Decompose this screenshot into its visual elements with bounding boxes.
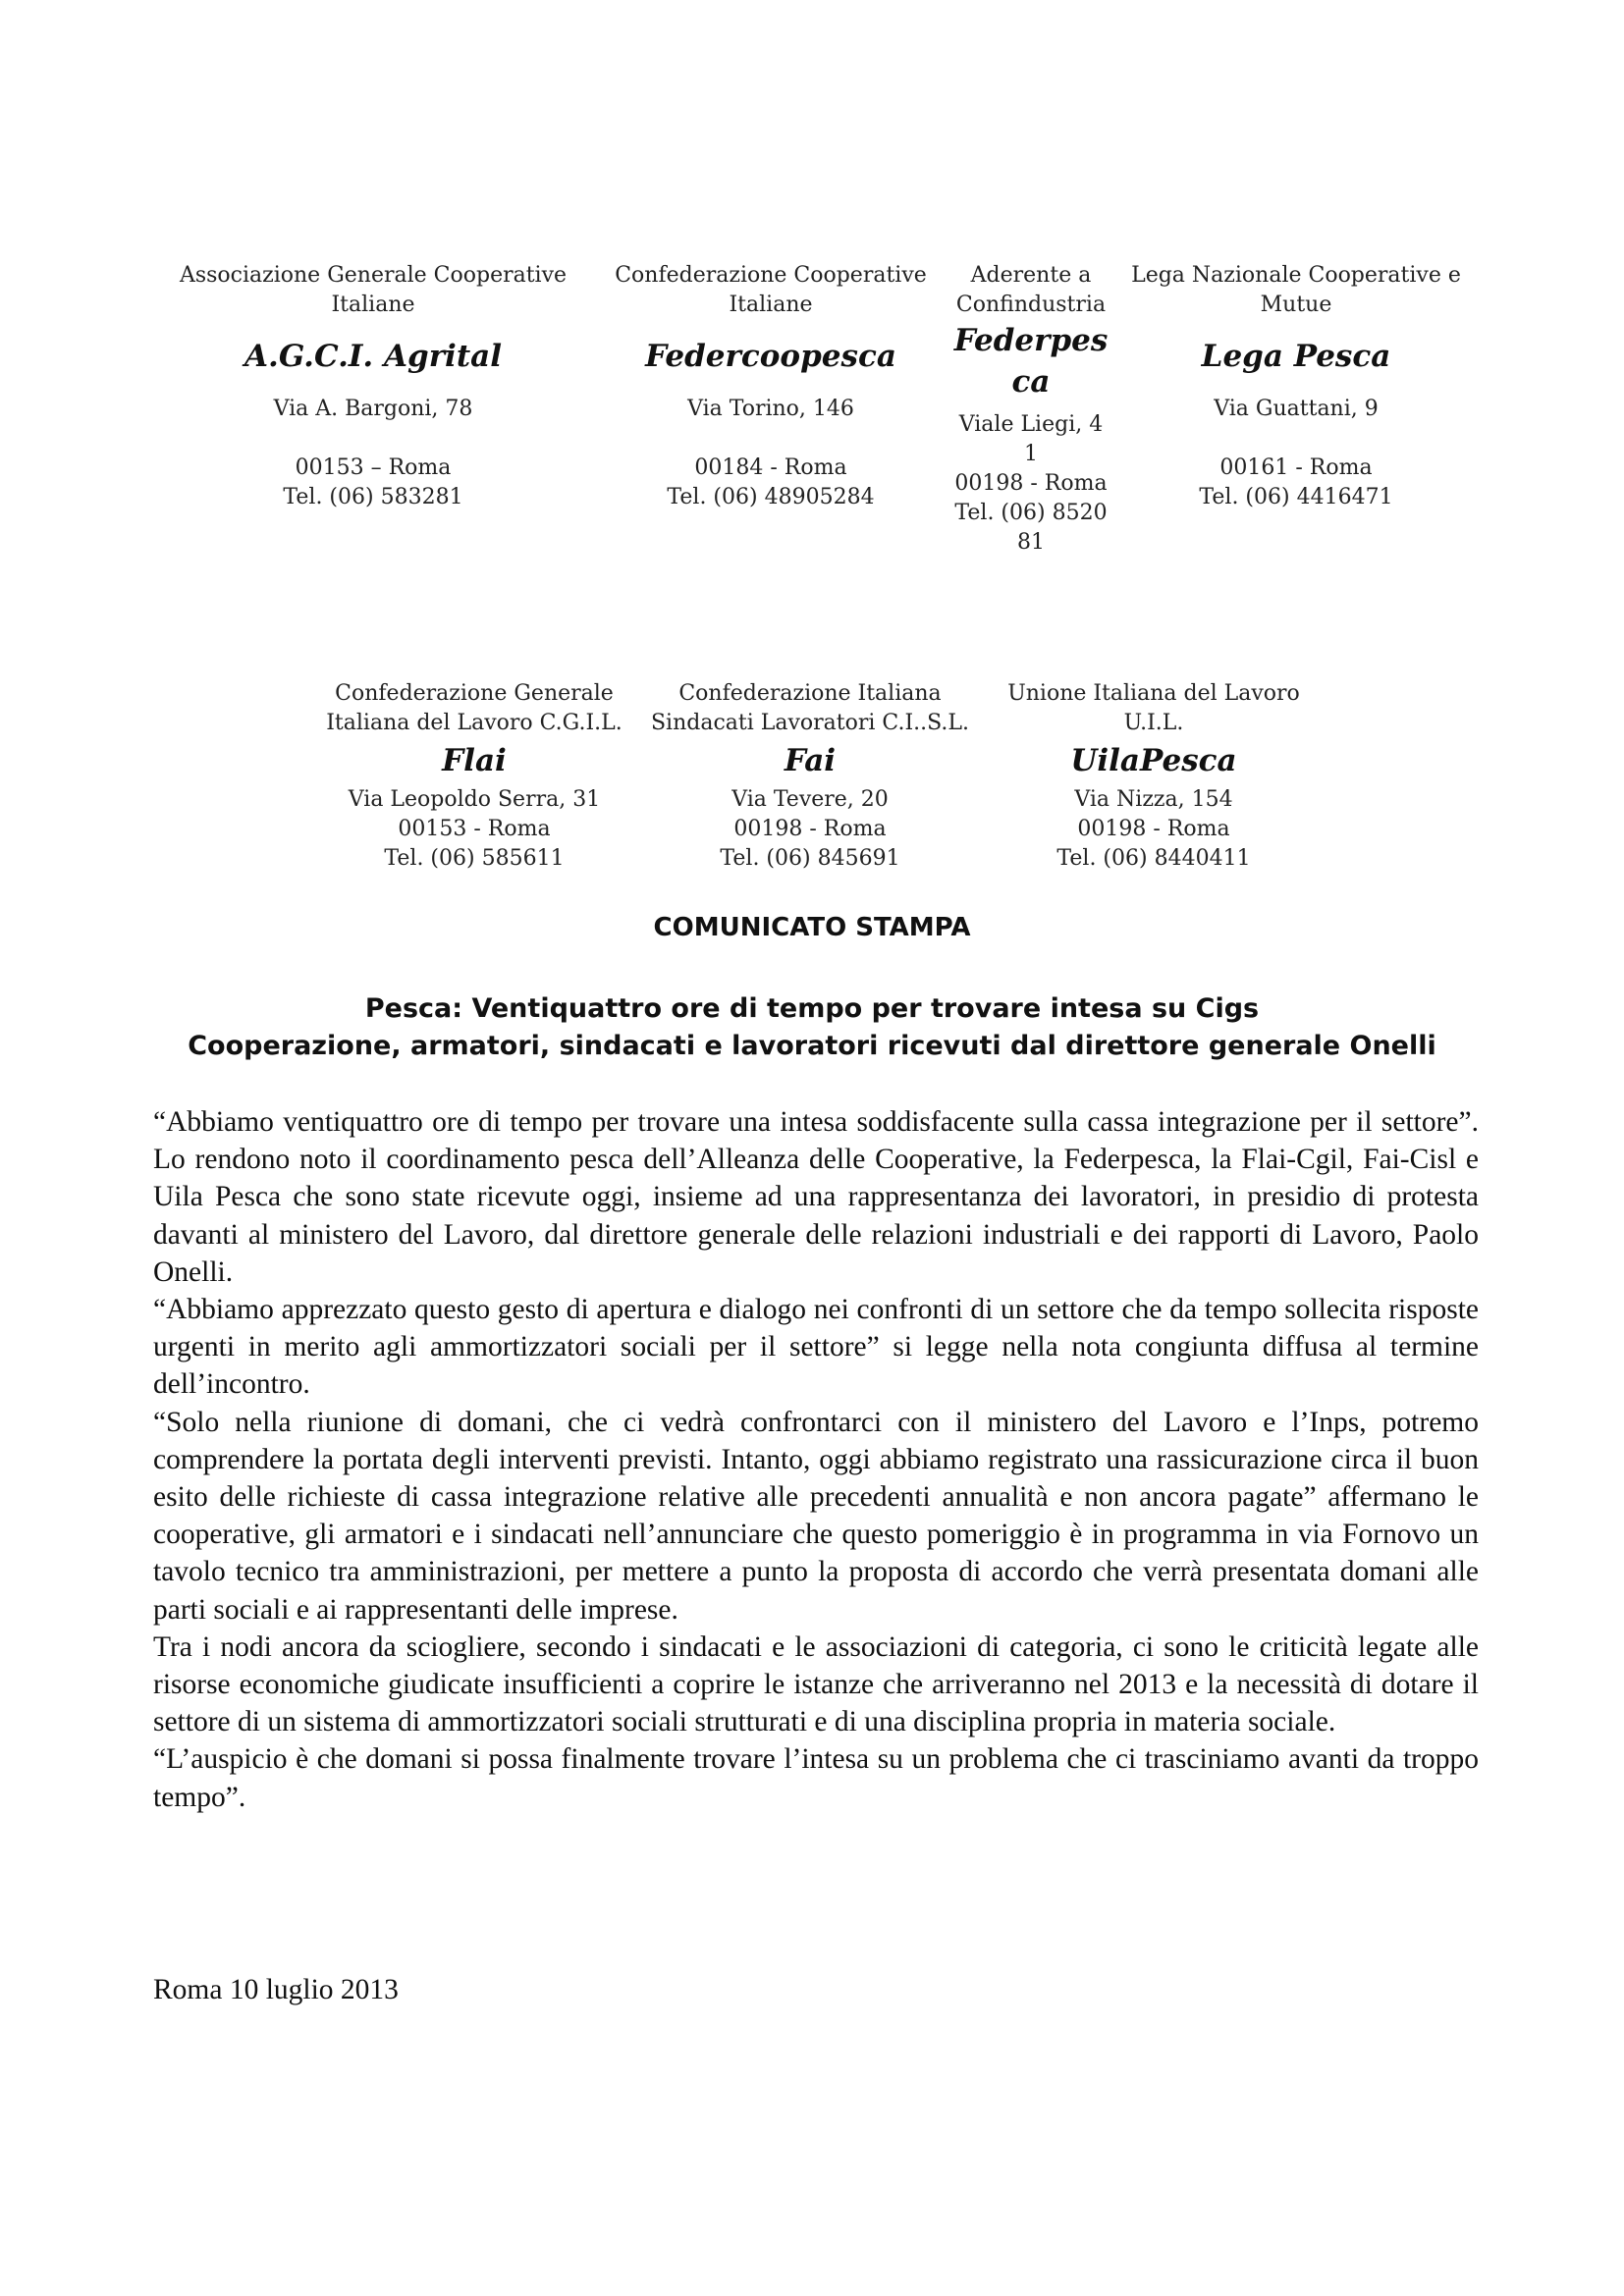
org-address: Via Leopoldo Serra, 31: [348, 787, 601, 812]
org-description: U.I.L.: [1123, 711, 1184, 735]
org-address: Via Guattani, 9: [1214, 397, 1379, 421]
org-description: Aderente a: [970, 263, 1092, 288]
org-name: A.G.C.I. Agrital: [244, 339, 503, 374]
org-description: Mutue: [1260, 293, 1332, 317]
org-description: Italiane: [331, 293, 415, 317]
org-description: Italiane: [729, 293, 813, 317]
org-city: 00198 - Roma: [1077, 817, 1230, 841]
press-release-body: [153, 1103, 1479, 1816]
org-name: Fai: [784, 743, 837, 778]
body-paragraph: Tra i nodi ancora da sciogliere, secondo i sindacati e le associazioni di categoria, ci sono le criticità legate alle risorse economiche giudicate insufficienti a coprire le istanze che arriveranno nel 2013 e la necessità di dotare il settore di un sistema di ammortizzatori sociali strutturati e di una disciplina propria in materia sociale.: [153, 1630, 1479, 1738]
org-phone: Tel. (06) 852081: [954, 501, 1108, 555]
org-federpesca: [952, 261, 1110, 558]
body-paragraph: “Abbiamo ventiquattro ore di tempo per trovare una intesa soddisfacente sulla cassa integrazione per il settore”. Lo rendono noto il coordinamento pesca dell’Alleanza delle Cooperative, la Federpesca, la Flai-Cgil, Fai-Cisl e Uila Pesca che sono state ricevute oggi, insieme ad una rappresentanza dei lavoratori, in presidio di protesta davanti al ministero del Lavoro, dal direttore generale delle relazioni industriali e dei rapporti di Lavoro, Paolo Onelli.: [153, 1106, 1479, 1288]
title-line-2: Cooperazione, armatori, sindacati e lavoratori ricevuti dal direttore generale Onelli: [188, 1031, 1436, 1061]
org-description: Confederazione Italiana: [678, 681, 942, 706]
org-city: 00198 - Roma: [954, 471, 1108, 496]
org-description: Associazione Generale Cooperative: [179, 263, 568, 288]
org-city: 00184 - Roma: [694, 455, 847, 480]
org-description: Confindustria: [955, 293, 1107, 317]
org-name: UilaPesca: [1070, 743, 1237, 778]
body-paragraph: “Abbiamo apprezzato questo gesto di apertura e dialogo nei confronti di un settore che da tempo sollecita risposte urgenti in merito agli ammortizzatori sociali per il settore” si legge nella nota congiunta diffusa al termine dell’incontro.: [153, 1294, 1479, 1401]
org-name: Flai: [442, 743, 507, 778]
org-description: Unione Italiana del Lavoro: [1007, 681, 1300, 706]
org-lega-pesca: [1119, 261, 1473, 512]
org-phone: Tel. (06) 4416471: [1199, 485, 1393, 509]
body-paragraph: “Solo nella riunione di domani, che ci vedrà confrontarci con il ministero del Lavoro e l’Inps, potremo comprendere la portata degli interventi previsti. Intanto, oggi abbiamo registrato una rassicurazione circa il buon esito delle richieste di cassa integrazione relative alle precedenti annualità e non ancora pagate” affermano le cooperative, gli armatori e i sindacati nell’annunciare che questo pomeriggio è in programma in via Fornovo un tavolo tecnico tra amministrazioni, per mettere a punto la proposta di accordo che verrà presentata domani alle parti sociali e ai rappresentanti delle imprese.: [153, 1406, 1479, 1626]
org-federcoopesca: [609, 261, 933, 512]
org-description: Confederazione Cooperative: [615, 263, 927, 288]
body-paragraph: “L’auspicio è che domani si possa finalmente trovare l’intesa su un problema che ci trasciniamo avanti da troppo tempo”.: [153, 1743, 1479, 1813]
org-agci-agrital: [172, 261, 574, 512]
org-city: 00153 - Roma: [398, 817, 551, 841]
org-address: Via Tevere, 20: [731, 787, 889, 812]
org-phone: Tel. (06) 48905284: [667, 485, 875, 509]
org-flai: [312, 679, 636, 874]
document-date: Roma 10 luglio 2013: [153, 1974, 399, 2005]
org-address: Viale Liegi, 41: [958, 412, 1104, 466]
org-name: Federpesca: [953, 323, 1109, 400]
title-line-1: Pesca: Ventiquattro ore di tempo per trovare intesa su Cigs: [364, 993, 1260, 1024]
org-uilapesca: [992, 679, 1316, 874]
org-fai: [643, 679, 977, 874]
org-description: Lega Nazionale Cooperative e: [1131, 263, 1461, 288]
org-city: 00153 – Roma: [295, 455, 452, 480]
org-phone: Tel. (06) 583281: [283, 485, 463, 509]
org-city: 00198 - Roma: [733, 817, 887, 841]
org-city: 00161 - Roma: [1219, 455, 1373, 480]
org-description: Confederazione Generale: [335, 681, 614, 706]
org-phone: Tel. (06) 845691: [720, 846, 900, 871]
org-name: Federcoopesca: [645, 339, 896, 374]
org-description: Italiana del Lavoro C.G.I.L.: [326, 711, 623, 735]
org-address: Via Nizza, 154: [1074, 787, 1233, 812]
org-phone: Tel. (06) 585611: [384, 846, 565, 871]
org-address: Via A. Bargoni, 78: [273, 397, 473, 421]
org-phone: Tel. (06) 8440411: [1056, 846, 1251, 871]
org-address: Via Torino, 146: [687, 397, 854, 421]
org-description: Sindacati Lavoratori C.I..S.L.: [650, 711, 970, 735]
org-name: Lega Pesca: [1201, 339, 1391, 374]
press-release-heading: COMUNICATO STAMPA: [653, 913, 971, 942]
